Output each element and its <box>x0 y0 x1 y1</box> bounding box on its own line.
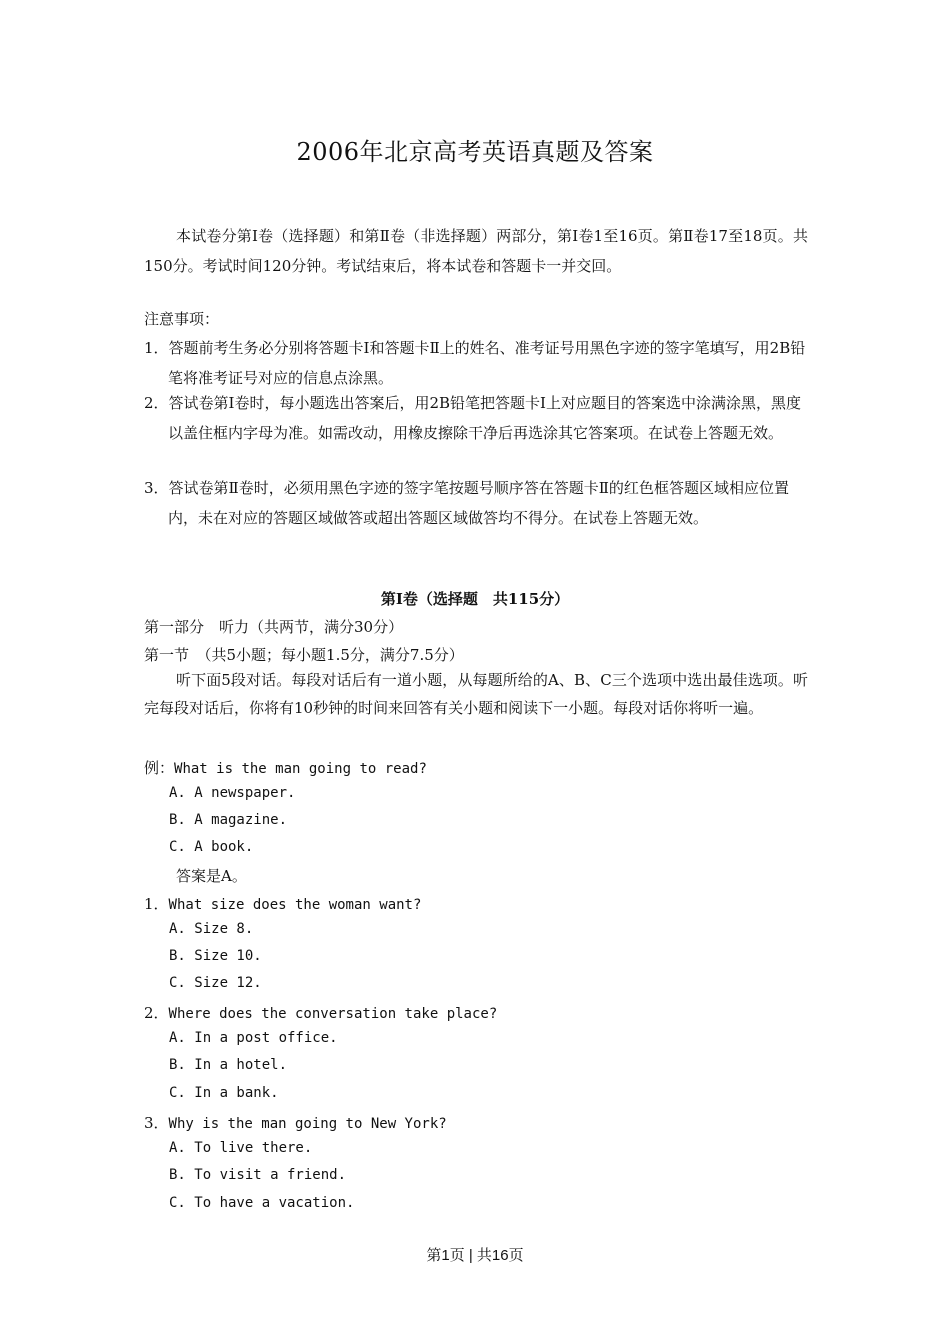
example-question <box>144 757 427 778</box>
page-title: 2006年北京高考英语真题及答案 <box>296 138 654 166</box>
question-2 <box>144 1002 497 1023</box>
question-1 <box>144 893 421 914</box>
subsection-heading: 第一节 （共5小题；每小题1.5分，满分7.5分） <box>144 646 464 664</box>
question-2-option-c: C. In a bank. <box>169 1085 279 1101</box>
question-1-option-b: B. Size 10. <box>169 948 262 964</box>
question-number: 2． <box>144 1004 169 1022</box>
question-number: 1． <box>144 895 169 913</box>
section-title: 第Ⅰ卷（选择题 共115分） <box>380 590 570 608</box>
question-2-option-b: B. In a hotel. <box>169 1057 288 1073</box>
example-answer: 答案是A。 <box>176 867 247 885</box>
question-text: Why is the man going to New York? <box>168 1116 447 1132</box>
notes-heading: 注意事项： <box>144 310 220 328</box>
intro-paragraph: 本试卷分第Ⅰ卷（选择题）和第Ⅱ卷（非选择题）两部分，第Ⅰ卷1至16页。第Ⅱ卷17至18页。共150分。考试时间120分钟。考试结束后，将本试卷和答题卡一并交回。 <box>144 227 808 275</box>
example-option-a: A. A newspaper. <box>169 785 296 801</box>
question-1-option-a: A. Size 8. <box>169 921 254 937</box>
example-option-b: B. A magazine. <box>169 812 288 828</box>
part-heading: 第一部分 听力（共两节，满分30分） <box>144 618 404 636</box>
question-text: What size does the woman want? <box>168 897 422 913</box>
question-3-option-b: B. To visit a friend. <box>169 1167 347 1183</box>
note-item-2: 2．答试卷第Ⅰ卷时，每小题选出答案后，用2B铅笔把答题卡Ⅰ上对应题目的答案选中涂满涂黑，黑度以盖住框内字母为准。如需改动，用橡皮擦除干净后再选涂其它答案项。在试卷上答题无效。 <box>144 394 801 442</box>
example-label: 例： <box>144 759 175 777</box>
question-3-option-c: C. To have a vacation. <box>169 1195 355 1211</box>
question-3-option-a: A. To live there. <box>169 1140 313 1156</box>
question-2-option-a: A. In a post office. <box>169 1030 338 1046</box>
question-3 <box>144 1112 447 1133</box>
note-item-1: 1．答题前考生务必分别将答题卡Ⅰ和答题卡Ⅱ上的姓名、准考证号用黑色字迹的签字笔填写，用2B铅笔将准考证号对应的信息点涂黑。 <box>144 339 806 387</box>
question-1-option-c: C. Size 12. <box>169 975 262 991</box>
example-question-text: What is the man going to read? <box>174 761 427 777</box>
page-footer: 第1页 | 共16页 <box>426 1247 524 1264</box>
listening-instructions: 听下面5段对话。每段对话后有一道小题，从每题所给的A、B、C三个选项中选出最佳选项。听完每段对话后，你将有10秒钟的时间来回答有关小题和阅读下一小题。每段对话你将听一遍。 <box>144 671 808 717</box>
question-number: 3． <box>144 1114 169 1132</box>
example-option-c: C. A book. <box>169 839 254 855</box>
question-text: Where does the conversation take place? <box>168 1006 498 1022</box>
note-item-3: 3．答试卷第Ⅱ卷时，必须用黑色字迹的签字笔按题号顺序答在答题卡Ⅱ的红色框答题区域相应位置内，未在对应的答题区域做答或超出答题区域做答均不得分。在试卷上答题无效。 <box>144 479 789 527</box>
